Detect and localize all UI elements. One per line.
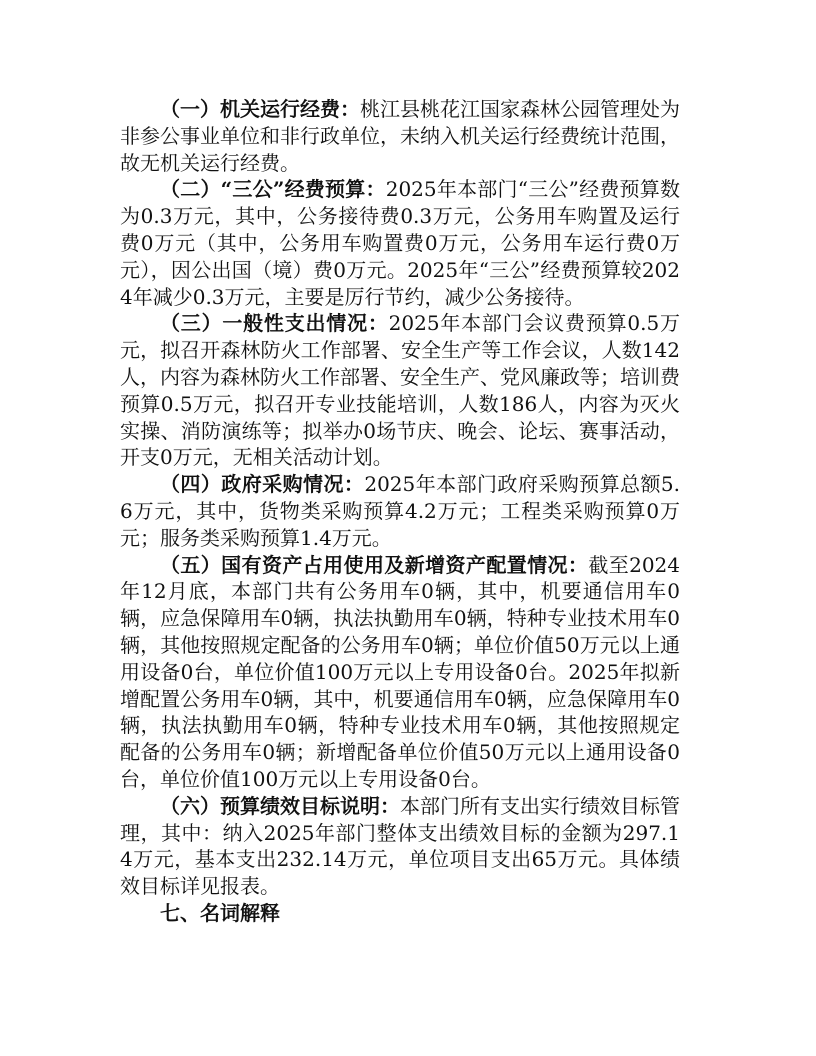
paragraph-general-expenditure bbox=[120, 310, 680, 471]
paragraph-label: （六）预算绩效目标说明： bbox=[160, 793, 400, 818]
section-heading-glossary: 七、名词解释 bbox=[160, 900, 280, 925]
paragraph-text: 截至2024年12月底，本部门共有公务用车0辆，其中，机要通信用车0辆，应急保障用车0辆，执法执勤用车0辆，特种专业技术用车0辆，其他按照规定配备的公务用车0辆；单位价值50万元以上通用设备0台，单位价值100万元以上专用设备0台。2025年拟新增配置公务用车0辆，其中，机要通信用车0辆，应急保障用车0辆，执法执勤用车0辆，特种专业技术用车0辆，其他按照规定配备的公务用车0辆；新增配备单位价值50万元以上通用设备0台，单位价值100万元以上专用设备0台。 bbox=[120, 552, 681, 791]
paragraph-text: 桃江县桃花江国家森林公园管理处为非参公事业单位和非行政单位，未纳入机关运行经费统计范围，故无机关运行经费。 bbox=[120, 97, 680, 175]
paragraph-state-owned-assets bbox=[120, 552, 680, 793]
paragraph-label: （一）机关运行经费： bbox=[160, 97, 360, 121]
paragraph-text: 本部门所有支出实行绩效目标管理，其中：纳入2025年部门整体支出绩效目标的金额为297.14万元，基本支出232.14万元，单位项目支出65万元。具体绩效目标详见报表。 bbox=[120, 793, 680, 899]
paragraph-text: 2025年本部门“三公”经费预算数为0.3万元，其中，公务接待费0.3万元，公务用车购置及运行费0万元（其中，公务用车购置费0万元，公务用车运行费0万元），因公出国（境）费0万元。2025年“三公”经费预算较2024年减少0.3万元，主要是厉行节约，减少公务接待。 bbox=[120, 177, 680, 309]
paragraph-text: 2025年本部门会议费预算0.5万元，拟召开森林防火工作部署、安全生产等工作会议，人数142人，内容为森林防火工作部署、安全生产、党风廉政等；培训费预算0.5万元，拟召开专业技能培训，人数186人，内容为灭火实操、消防演练等；拟举办0场节庆、晚会、论坛、赛事活动，开支0万元，无相关活动计划。 bbox=[120, 311, 680, 470]
paragraph-label: （四）政府采购情况： bbox=[160, 472, 365, 497]
paragraph-three-public-expenses bbox=[120, 176, 680, 310]
paragraph-government-procurement bbox=[120, 471, 680, 551]
document-page bbox=[120, 96, 680, 927]
paragraph-label: （五）国有资产占用使用及新增资产配置情况： bbox=[160, 552, 589, 577]
paragraph-label: （三）一般性支出情况： bbox=[160, 311, 389, 336]
paragraph-administrative-operating-expenses bbox=[120, 96, 680, 176]
paragraph-text: 2025年本部门政府采购预算总额5.6万元，其中，货物类采购预算4.2万元；工程类采购预算0万元；服务类采购预算1.4万元。 bbox=[120, 472, 681, 550]
paragraph-performance-targets bbox=[120, 793, 680, 900]
paragraph-label: （二）“三公”经费预算： bbox=[160, 177, 386, 202]
